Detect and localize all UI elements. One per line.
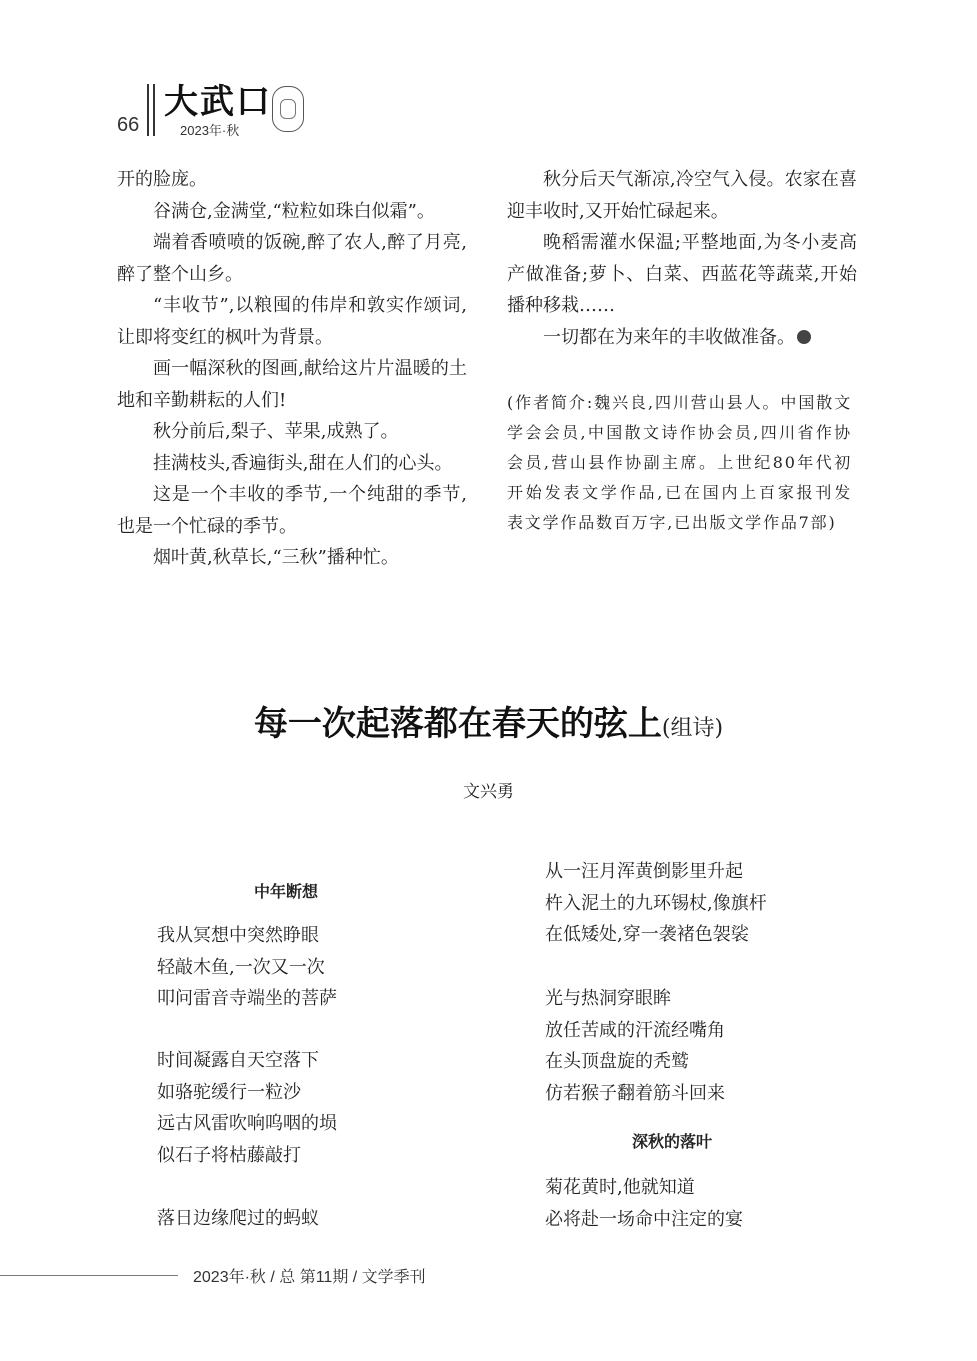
verse-line: 叩问雷音寺端坐的菩萨 <box>157 988 337 1009</box>
poem-title-main: 每一次起落都在春天的弦上 <box>253 704 662 744</box>
verse-line: 轻敲木鱼,一次又一次 <box>157 956 325 978</box>
verse-line: 从一汪月浑黄倒影里升起 <box>545 861 743 882</box>
verse-line: 在头顶盘旋的秃鹫 <box>545 1051 689 1072</box>
verse-line: 我从冥想中突然睁眼 <box>157 925 319 946</box>
page-number: 66 <box>117 114 140 136</box>
paragraph: 晚稻需灌水保温;平整地面,为冬小麦高产做准备;萝卜、白菜、西蓝花等蔬菜,开始播种移栽…… <box>507 232 857 316</box>
journal-issue: 2023年·秋 <box>180 123 240 138</box>
footer-text: 2023年·秋 / 总 第11期 / 文学季刊 <box>193 1269 426 1286</box>
stanza-1 <box>157 920 337 1015</box>
verse-line: 似石子将枯藤敲打 <box>157 1144 301 1166</box>
verse-line: 落日边缘爬过的蚂蚁 <box>157 1208 319 1229</box>
masthead <box>164 84 272 139</box>
paragraph: 秋分前后,梨子、苹果,成熟了。 <box>153 421 399 442</box>
verse-line: 远古风雷吹响呜咽的埙 <box>157 1113 337 1134</box>
paragraph: 端着香喷喷的饭碗,醉了农人,醉了月亮,醉了整个山乡。 <box>117 232 467 285</box>
header-divider <box>153 84 155 136</box>
verse-line: 在低矮处,穿一袭褚色袈裟 <box>545 924 749 945</box>
paragraph: “丰收节”,以粮囤的伟岸和敦实作颂词,让即将变红的枫叶为背景。 <box>117 295 467 348</box>
article-end-icon <box>797 330 811 344</box>
prose-left-column <box>117 164 467 574</box>
stanza-3-start <box>157 1203 319 1235</box>
paragraph: 烟叶黄,秋草长,“三秋”播种忙。 <box>153 547 399 568</box>
verse-line: 仿若猴子翻着筋斗回来 <box>545 1082 725 1104</box>
journal-title: 大武口 <box>164 82 272 122</box>
verse-line: 必将赴一场命中注定的宴 <box>545 1208 743 1230</box>
journal-seal-icon <box>272 86 304 132</box>
verse-line: 光与热洞穿眼眸 <box>545 988 671 1009</box>
section-title-shenqiu: 深秋的落叶 <box>632 1134 713 1151</box>
paragraph: 画一幅深秋的图画,献给这片片温暖的土地和辛勤耕耘的人们! <box>117 358 467 411</box>
header-divider <box>147 84 149 136</box>
section-title-zhongnian: 中年断想 <box>254 884 319 901</box>
verse-line: 杵入泥土的九环锡杖,像旗杆 <box>545 892 767 914</box>
poem-title <box>0 696 977 745</box>
author-bio: (作者简介:魏兴良,四川营山县人。中国散文学会会员,中国散文诗作协会员,四川省作协会员,营山县作协副主席。上世纪80年代初开始发表文学作品,已在国内上百家报刊发表文学作品数百万字,已出版文学作品7部) <box>507 393 852 532</box>
verse-line: 时间凝露自天空落下 <box>157 1050 319 1071</box>
stanza-2 <box>157 1045 337 1171</box>
poem-title-subtitle: (组诗) <box>661 716 724 741</box>
paragraph: 挂满枝头,香遍街头,甜在人们的心头。 <box>153 452 453 474</box>
paragraph: 开的脸庞。 <box>117 169 207 190</box>
paragraph: 这是一个丰收的季节,一个纯甜的季节,也是一个忙碌的季节。 <box>117 484 467 537</box>
footer-rule <box>0 1275 178 1276</box>
poem-author: 文兴勇 <box>463 782 514 801</box>
prose-right-column <box>507 164 857 353</box>
paragraph: 秋分后天气渐凉,冷空气入侵。农家在喜迎丰收时,又开始忙碌起来。 <box>507 169 857 222</box>
verse-line: 如骆驼缓行一粒沙 <box>157 1081 301 1103</box>
stanza-4 <box>545 983 725 1109</box>
verse-line: 菊花黄时,他就知道 <box>545 1177 695 1198</box>
stanza-5 <box>545 1172 743 1235</box>
paragraph: 一切都在为来年的丰收做准备。 <box>507 322 857 354</box>
verse-line: 放任苦咸的汗流经嘴角 <box>545 1019 725 1041</box>
stanza-3-continued <box>545 856 767 951</box>
paragraph: 谷满仓,金满堂,“粒粒如珠白似霜”。 <box>153 200 435 222</box>
